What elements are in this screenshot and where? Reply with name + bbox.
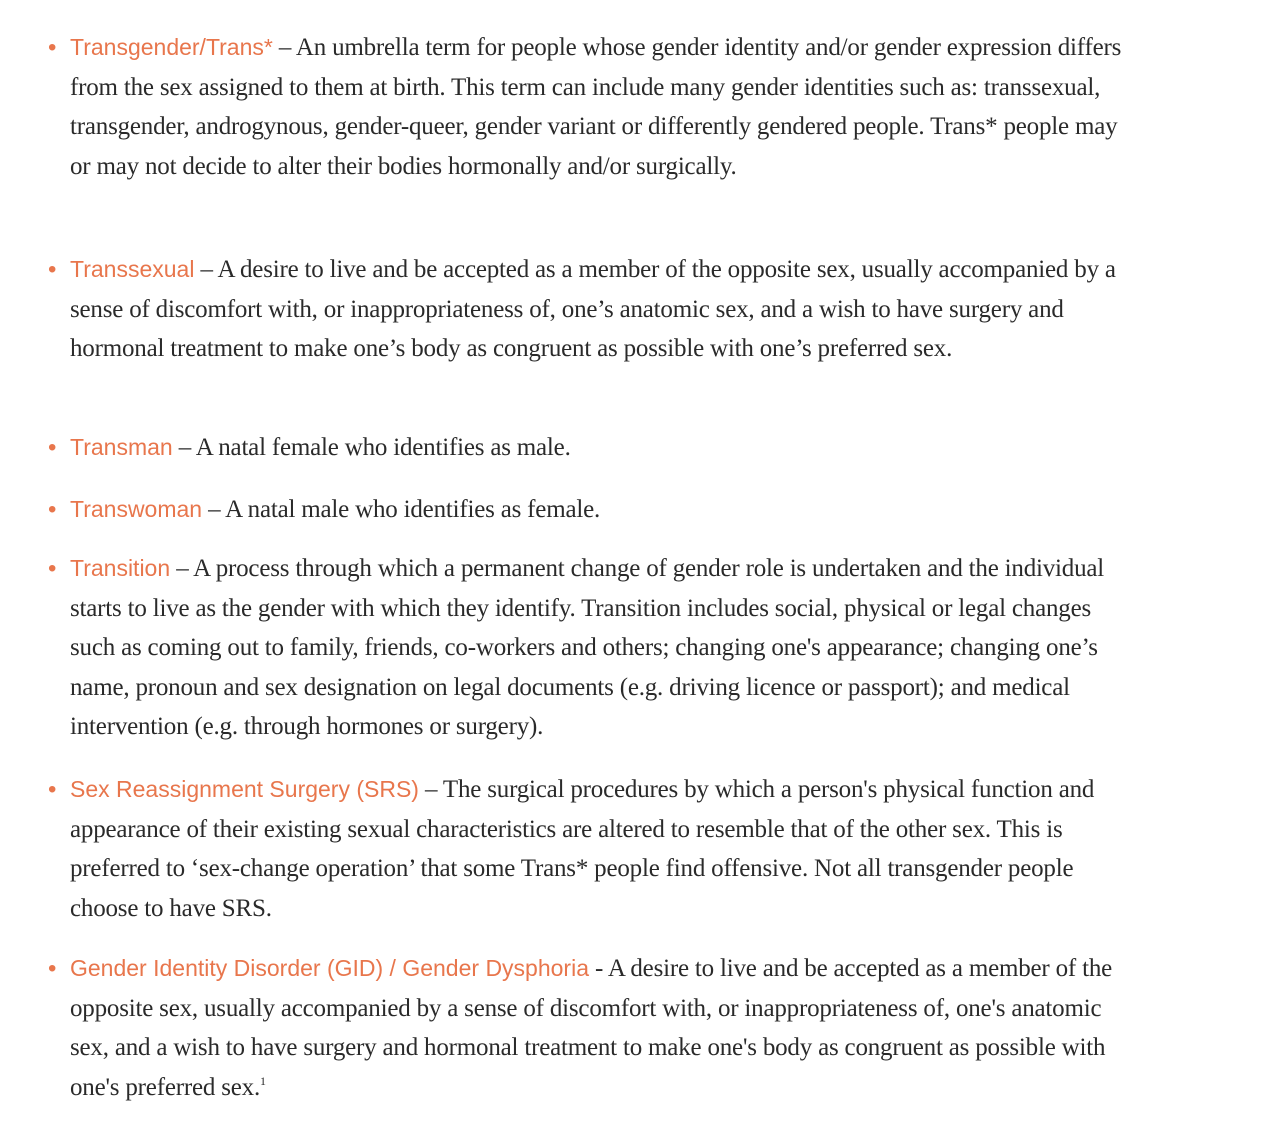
footnote-marker: 1 <box>260 1073 266 1088</box>
definition-text: A process through which a permanent change of gender role is undertaken and the individual starts to live as the gender with which they identify. Transition includes social, physical or legal changes such as coming out to family, friends, co-workers and others; changing one's appearance; changing one’s name, pronoun and sex designation on legal documents (e.g. driving licence or passport); and medical intervention (e.g. through hormones or surgery). <box>70 555 1105 740</box>
glossary-entry-srs <box>48 770 1130 928</box>
definition-text: An umbrella term for people whose gender identity and/or gender expression differs from the sex assigned to them at birth. This term can include many gender identities such as: transsexual, transgender, androgynous, gender-queer, gender variant or differently gendered people. Trans* people may or may not decide to alter their bodies hormonally and/or surgically. <box>70 34 1122 180</box>
separator: - <box>588 955 608 982</box>
glossary-entry-transsexual <box>48 250 1130 369</box>
separator: – <box>170 555 194 582</box>
glossary-entry-transwoman <box>48 490 1130 530</box>
bullet-icon: • <box>48 496 57 523</box>
bullet-icon: • <box>48 34 57 61</box>
definition-text: A desire to live and be accepted as a member of the opposite sex, usually accompanied by a sense of discomfort with, or inappropriateness of, one's anatomic sex, and a wish to have surgery and hormonal treatment to make one's body as congruent as possible with one's preferred sex. <box>70 955 1113 1101</box>
separator: – <box>172 434 196 461</box>
term-label: Transsexual <box>70 256 195 282</box>
glossary-entry-transman <box>48 428 1130 468</box>
glossary-entry-transgender <box>48 28 1130 186</box>
term-label: Sex Reassignment Surgery (SRS) <box>70 776 419 802</box>
term-label: Transgender/Trans* <box>70 34 273 60</box>
entry-text <box>70 770 1130 928</box>
bullet-icon: • <box>48 434 57 461</box>
definition-text: A natal male who identifies as female. <box>225 496 601 523</box>
term-label: Transwoman <box>70 496 203 522</box>
term-label: Transman <box>70 434 173 460</box>
bullet-icon: • <box>48 776 57 803</box>
term-label: Transition <box>70 555 171 581</box>
entry-text <box>70 949 1130 1107</box>
definition-text: A desire to live and be accepted as a member of the opposite sex, usually accompanied by a sense of discomfort with, or inappropriateness of, one’s anatomic sex, and a wish to have surgery and hormonal treatment to make one’s body as congruent as possible with one’s preferred sex. <box>70 256 1116 362</box>
bullet-icon: • <box>48 256 57 283</box>
glossary-entry-transition <box>48 549 1130 747</box>
definition-text: A natal female who identifies as male. <box>195 434 571 461</box>
entry-text <box>70 549 1130 747</box>
entry-text <box>70 428 1130 468</box>
separator: – <box>418 776 443 803</box>
separator: – <box>272 34 296 61</box>
bullet-icon: • <box>48 955 57 982</box>
separator: – <box>202 496 226 523</box>
entry-text <box>70 490 1130 530</box>
term-label: Gender Identity Disorder (GID) / Gender Dysphoria <box>70 955 589 981</box>
entry-text <box>70 250 1130 369</box>
definition-text: The surgical procedures by which a person's physical function and appearance of their existing sexual characteristics are altered to resemble that of the other sex. This is preferred to ‘sex-change operation’ that some Trans* people find offensive. Not all transgender people choose to have SRS. <box>70 776 1095 922</box>
bullet-icon: • <box>48 555 57 582</box>
separator: – <box>194 256 218 283</box>
entry-text <box>70 28 1130 186</box>
glossary-entry-gid <box>48 949 1130 1107</box>
